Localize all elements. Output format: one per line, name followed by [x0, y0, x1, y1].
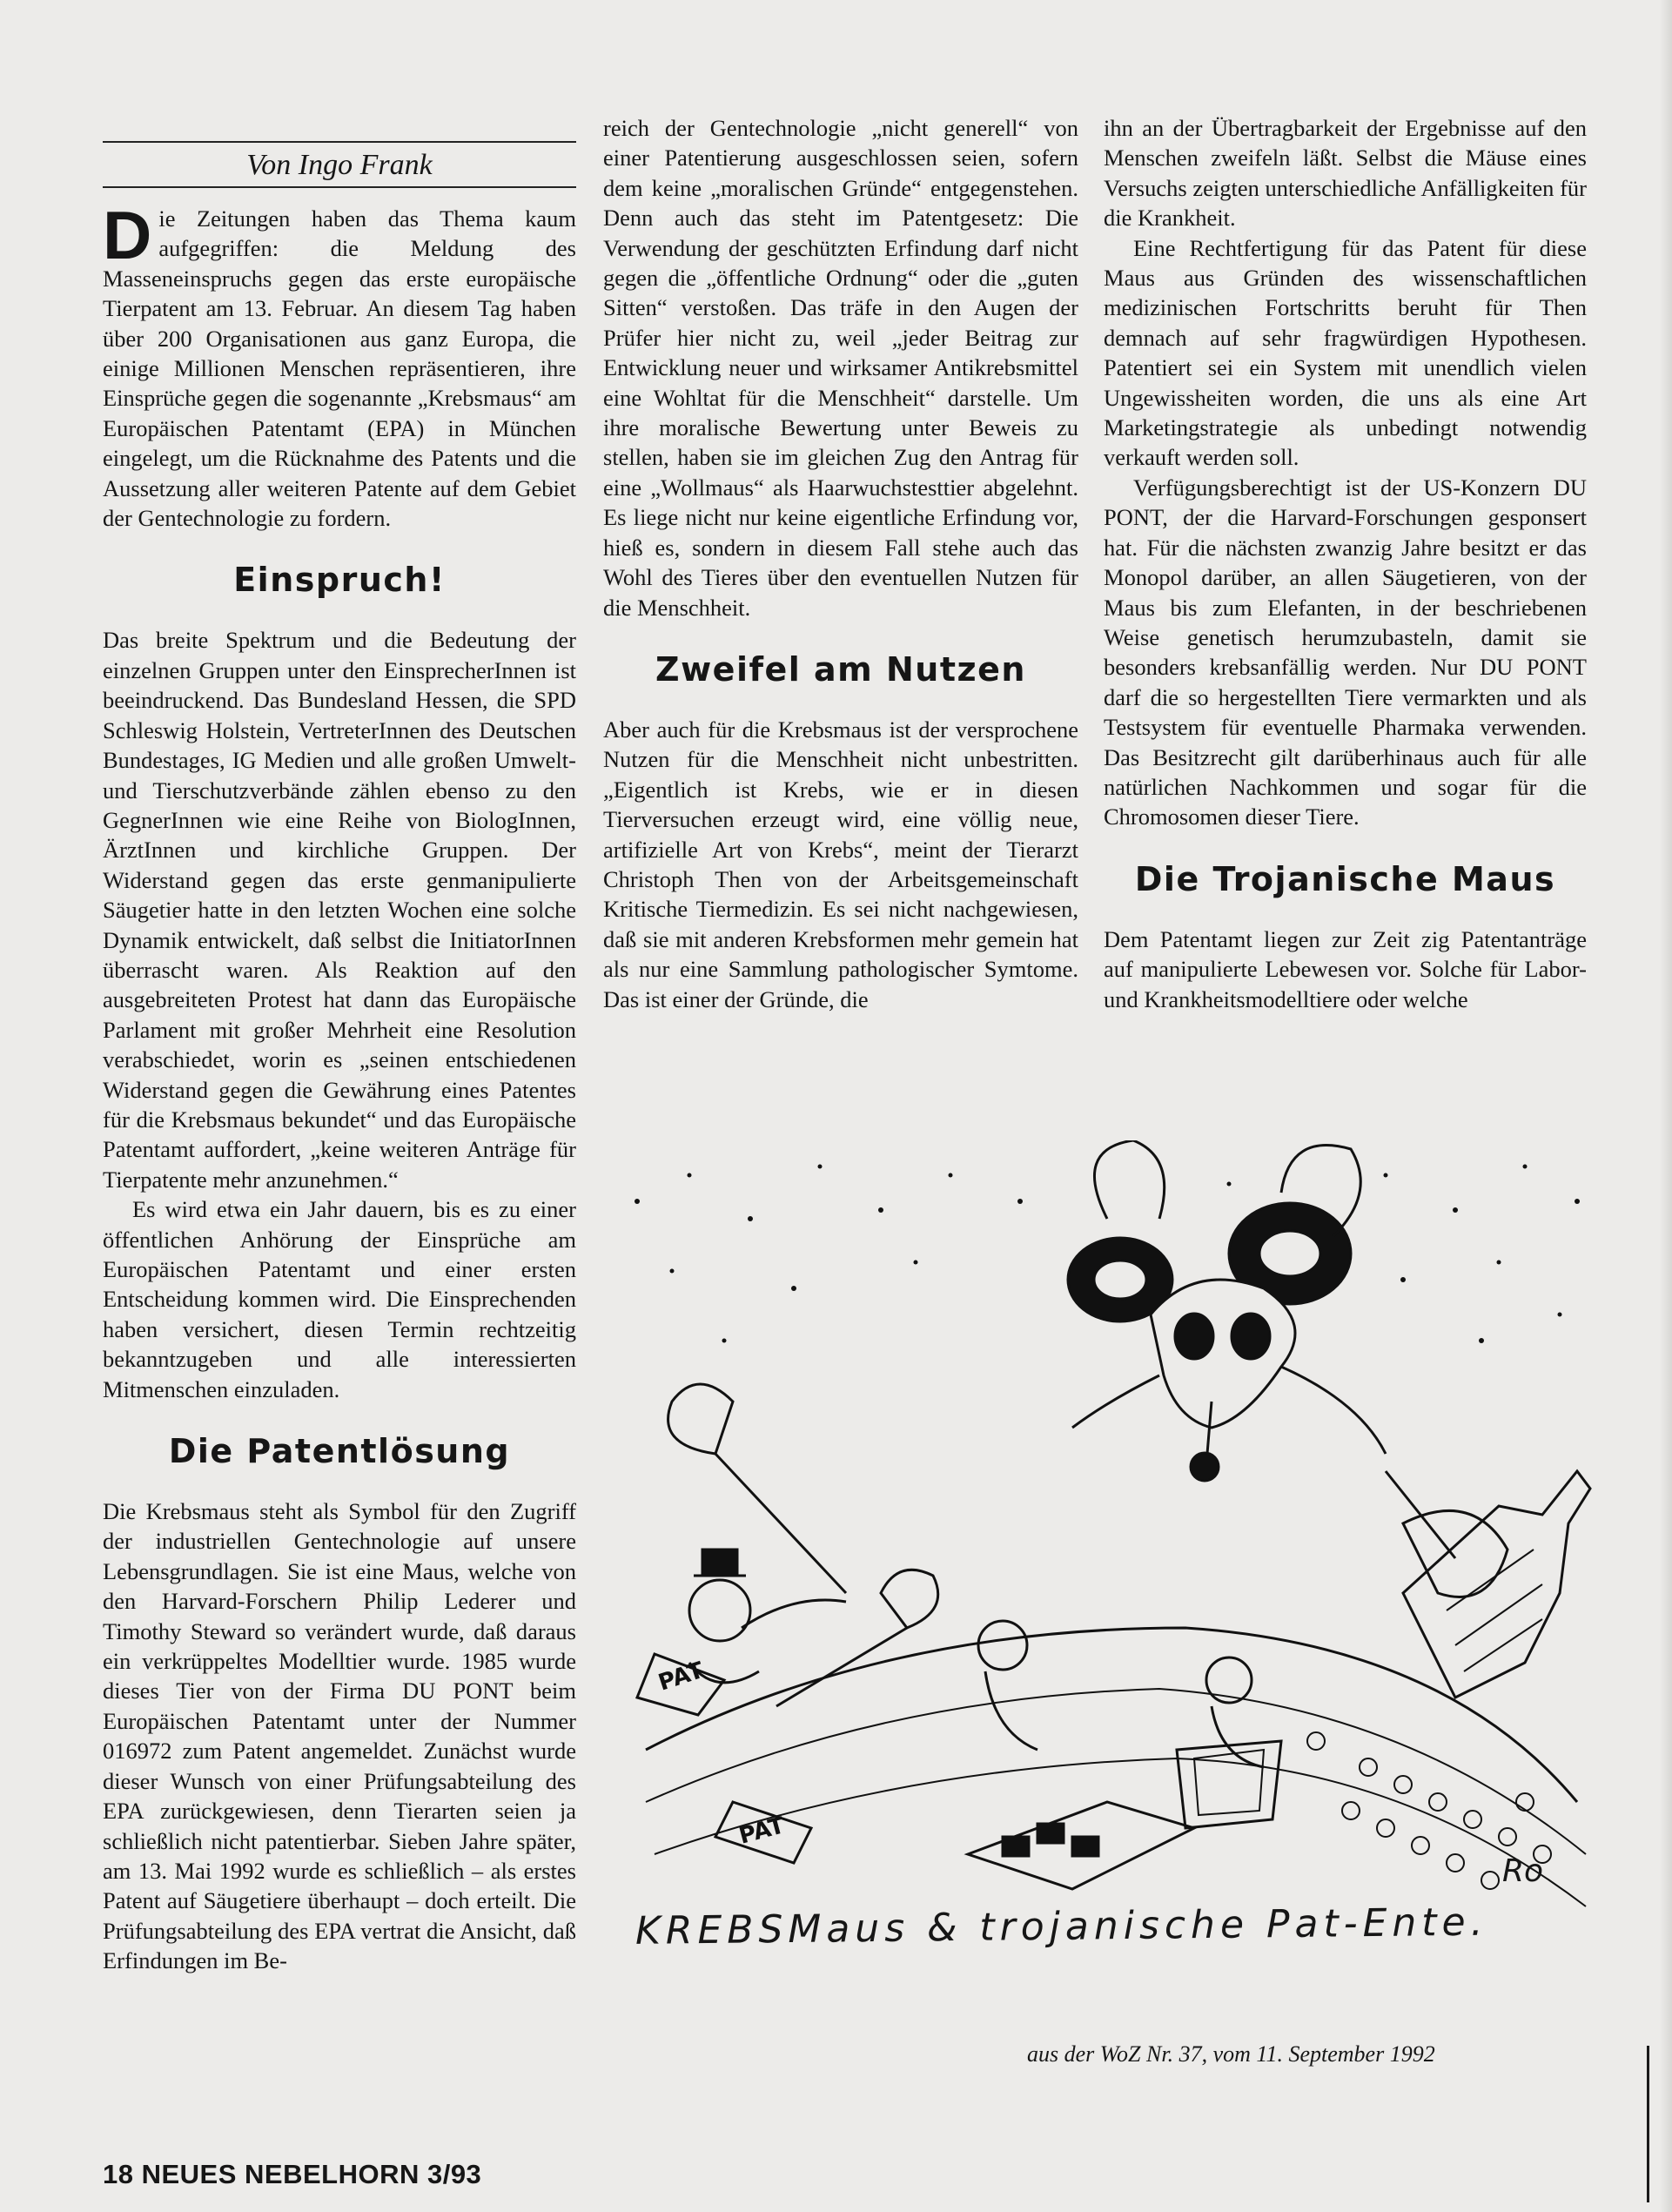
trojan-horse [1403, 1471, 1590, 1698]
cartoon-illustration [620, 1140, 1603, 1959]
paragraph-zweifel: Aber auch für die Krebsmaus ist der versprochene Nutzen für die Menschheit nicht unbestritten. „Eigentlich ist Krebs, wie er in diesen Tierversuchen erzeugt wird, eine völlig neue, artifizielle Art von Krebs“, meint der Tierarzt Christoph Then von der Arbeitsgemeinschaft Kritische Tiermedizin. Es sei nicht nachgewiesen, daß sie mit anderen Krebsformen mehr gemein hat als nur eine Sammlung pathologischer Symtome. Das ist einer der Gründe, die [603, 716, 1078, 1012]
butterfly-nets [668, 1384, 1507, 1706]
paragraph-col3-3: Verfügungsberechtigt ist der US-Konzern DU PONT, der die Harvard-Forschungen gesponsert hat. Für die nächsten zwanzig Jahre besitzt er das Monopol darüber, an allen Säugetieren, von der Maus bis zum Elefanten, in der beschriebenen Weise genetisch herumzubasteln, damit sie besonders krebsanfällig werden. Nur DU PONT darf die so hergestellten Tiere vermarkten und als Testsystem für eventuelle Pharmaka verwenden. Das Besitzrecht gilt darüberhinaus auch für alle natürlichen Nachkommen und sogar für die Chromosomen dieser Tiere. [1104, 474, 1587, 830]
paragraph-col3-4: Dem Patentamt liegen zur Zeit zig Patentanträge auf manipulierte Lebewesen vor. Solche für Labor- und Krankheitsmodelltiere oder welche [1104, 925, 1587, 1012]
hunter-figures [689, 1550, 1264, 1767]
pat-flag-label: PAT [655, 1657, 708, 1697]
cartoon-caption: KREBSMaus & trojanische Pat-Ente. [635, 1899, 1488, 1953]
source-note: aus der WoZ Nr. 37, vom 11. September 1992 [1027, 2041, 1435, 2067]
cartoon-signature: Ro [1502, 1853, 1544, 1889]
crowd-hill [646, 1628, 1586, 1906]
krebsmaus-figure [1068, 1140, 1386, 1481]
paragraph-einspruch-2: Es wird etwa ein Jahr dauern, bis es zu einer öffentlichen Anhörung der Einsprüche am Europäischen Patentamt und einer ersten Entscheidung kommen wird. Die Einsprechenden haben versichert, diesen Termin rechtzeitig bekanntzugeben und alle interessierten Mitmenschen einzuladen. [103, 1196, 576, 1402]
article-column-1 [103, 141, 576, 1976]
heading-zweifel: Zweifel am Nutzen [655, 649, 1026, 689]
paragraph-col3-continued: ihn an der Übertragbarkeit der Ergebnisse auf den Menschen zweifeln läßt. Selbst die Mäuse eines Versuchs zeigten unterschiedliche Anfälligkeiten für die Krankheit. [1104, 115, 1587, 232]
paragraph-patentloesung: Die Krebsmaus steht als Symbol für den Zugriff der industriellen Gentechnologie auf unsere Lebensgrundlagen. Sie ist eine Maus, welche von den Harvard-Forschern Philip Lederer und Timothy Steward so verändert wurde, daß daraus ein verkrüppeltes Modelltier wurde. 1985 wurde dieses Tier von der Firma DU PONT beim Europäischen Patentamt unter der Nummer 016972 zum Patent angemeldet. Zunächst wurde dieser Wunsch von einer Prüfungsabteilung des EPA zurückgewiesen, denn Tierarten seien ja schließlich nicht patentierbar. Sieben Jahre später, am 13. Mai 1992 wurde es schließlich – als erstes Patent auf Säugetiere überhaupt – doch erteilt. Die Prüfungsabteilung des EPA vertrat die Ansicht, daß Erfindungen im Be- [103, 1498, 576, 1974]
byline: Von Ingo Frank [103, 141, 576, 188]
page-footer: 18 NEUES NEBELHORN 3/93 [103, 2159, 482, 2189]
article-column-2 [603, 113, 1078, 1014]
article-column-3 [1104, 113, 1587, 1014]
paragraph-col2-continued: reich der Gentechnologie „nicht generell“ von einer Patentierung ausgeschlossen seien, sofern dem keine „moralischen Gründe“ entgegenstehen. Denn auch das steht im Patentgesetz: Die Verwendung der geschützten Erfindung darf nicht gegen die „öffentliche Ordnung“ oder die „guten Sitten“ verstoßen. Das träfe in den Augen der Prüfer hier nicht zu, weil „jeder Beitrag zur Entwicklung neuer und wirksamer Antikrebsmittel eine Wohltat für die Menschheit“ darstelle. Um ihre moralische Bewertung unter Beweis zu stellen, haben sie im gleichen Zug den Antrag für eine „Wollmaus“ als Haarwuchstesttier abgelehnt. Es liege nicht nur keine eigentliche Erfindung vor, hieß es, sondern in diesem Fall stehe auch das Wohl des Tieres über den eventuellen Nutzen für die Menschheit. [603, 115, 1078, 621]
page-edge-rule [1647, 2046, 1649, 2202]
heading-einspruch: Einspruch! [233, 561, 446, 600]
scan-edge-shadow [1660, 0, 1672, 2212]
heading-trojanisch: Die Trojanische Maus [1134, 859, 1556, 898]
paragraph-col3-2: Eine Rechtfertigung für das Patent für diese Maus aus Gründen des wissenschaftlichen medizinischen Fortschritts beruht für Then demnach auf sehr fragwürdigen Hypothesen. Patentiert sei ein System mit unendlich vielen Ungewissheiten worden, die uns als eine Art Marketingstrategie als unbedingt notwendig verkauft werden soll. [1104, 234, 1587, 471]
pat-flag-label: PAT [736, 1812, 788, 1850]
intro-paragraph [103, 197, 576, 533]
intro-text: ie Zeitungen haben das Thema kaum aufgegriffen: die Meldung des Masseneinspruchs gegen das erste europäische Tierpatent am 13. Februar. An diesem Tag haben über 200 Organisationen aus ganz Europa, die einige Millionen Menschen repräsentieren, ihre Einsprüche gegen die sogenannte „Krebsmaus“ am Europäischen Patentamt (EPA) in München eingelegt, um die Rücknahme des Patents und die Aussetzung aller weiteren Patente auf dem Gebiet der Gentechnologie zu fordern. [103, 205, 576, 532]
drop-cap: D [103, 197, 152, 273]
heading-patentloesung: Die Patentlösung [168, 1432, 511, 1471]
paragraph-einspruch-1: Das breite Spektrum und die Bedeutung der einzelnen Gruppen unter den EinsprecherInnen ist beeindruckend. Das Bundesland Hessen, die SPD Schleswig Holstein, VertreterInnen des Deutschen Bundestages, IG Medien und alle großen Umwelt- und Tierschutzverbände zählen ebenso zu den GegnerInnen wie eine Reihe von BiologInnen, ÄrztInnen und kirchliche Gruppen. Der Widerstand gegen das erste genmanipulierte Säugetier hatte in den letzten Wochen eine solche Dynamik entwickelt, daß selbst die InitiatorInnen überrascht waren. Als Reaktion auf den ausgebreiteten Protest hat dann das Europäische Parlament mit großer Mehrheit eine Resolution verabschiedet, worin es „seinen entschiedenen Widerstand gegen die Gewährung eines Patentes für die Krebsmaus bekundet“ und das Europäische Patentamt auffordert, „keine weiteren Anträge für Tierpatente mehr anzunehmen.“ [103, 627, 576, 1193]
